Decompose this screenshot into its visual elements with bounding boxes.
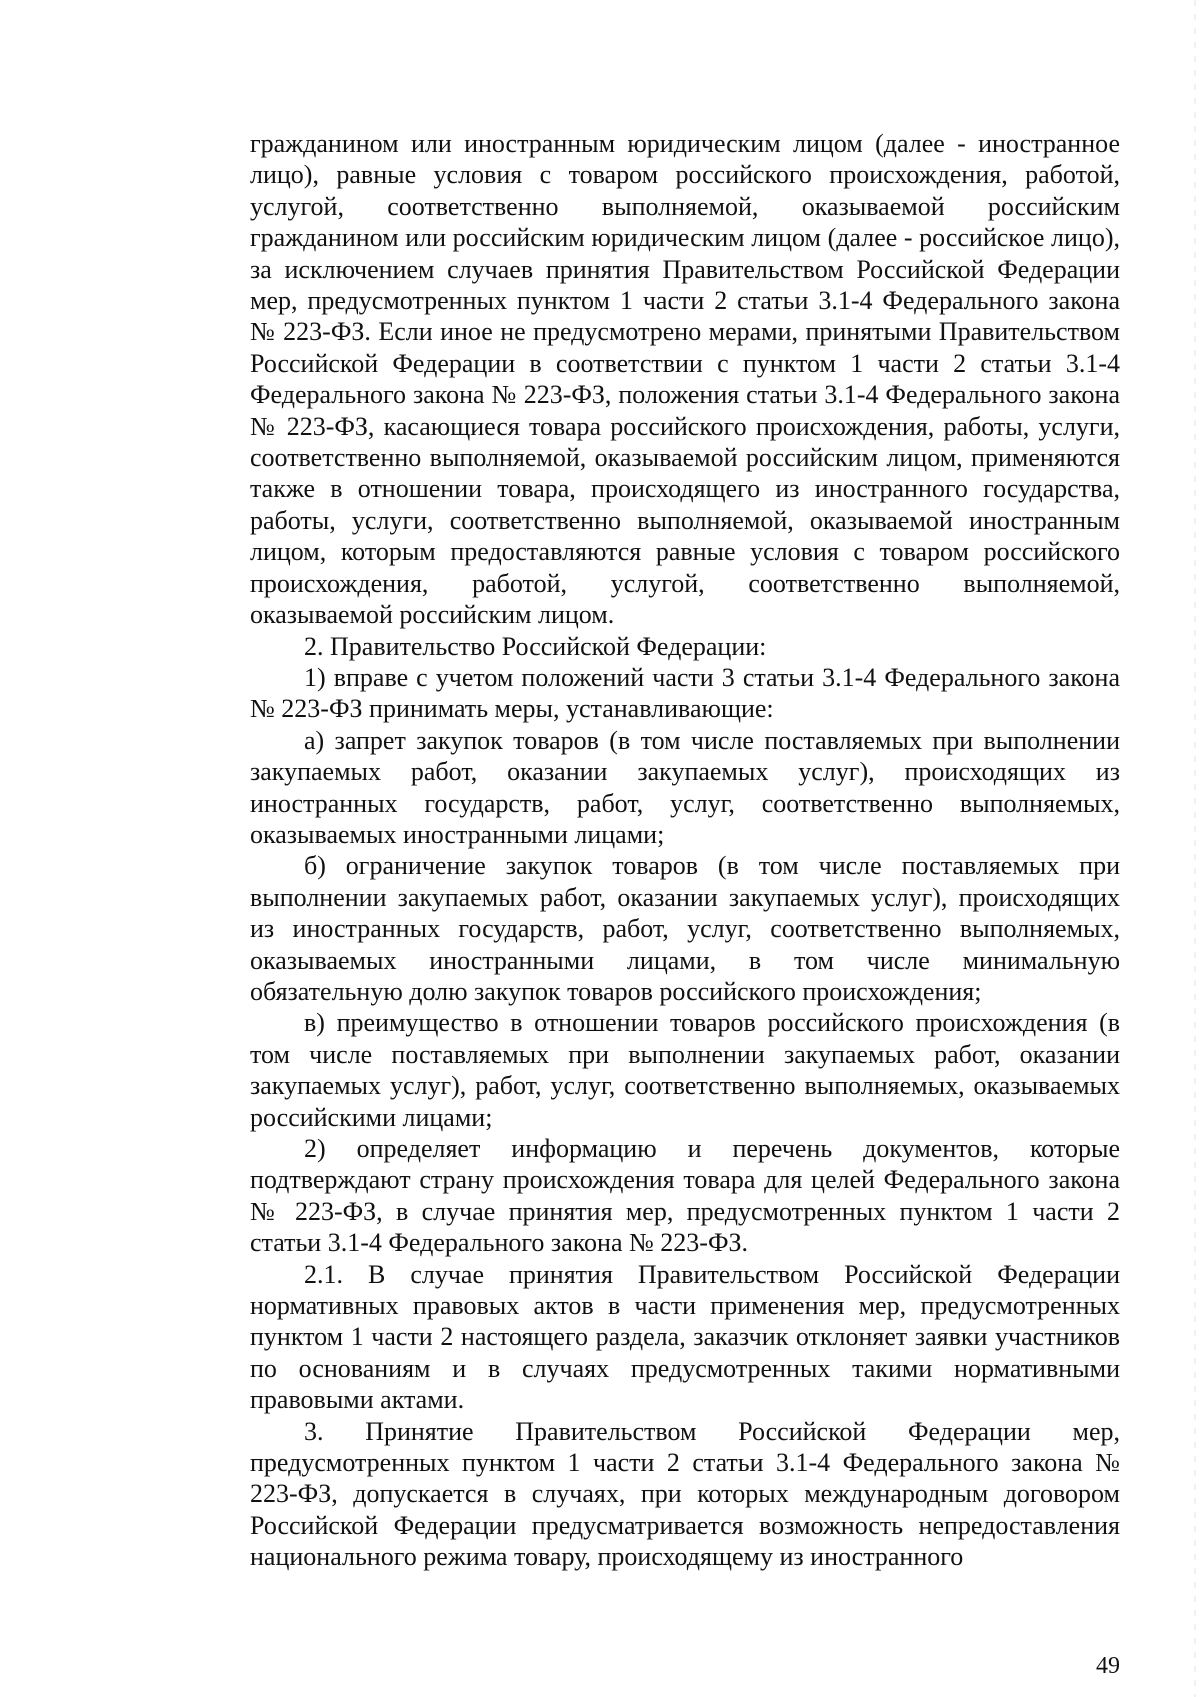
paragraph-continuation: гражданином или иностранным юридическим лицом (далее - иностранное лицо), равные условия с товаром российского происхождения, работой, услугой, соответственно выполняемой, оказываемой российским гражданином или российским юридическим лицом (далее - российское лицо), за исключением случаев принятия Правительством Российской Федерации мер, предусмотренных пунктом 1 части 2 статьи 3.1-4 Федерального закона № 223-ФЗ. Если иное не предусмотрено мерами, принятыми Правительством Российской Федерации в соответствии с пунктом 1 части 2 статьи 3.1-4 Федерального закона № 223-ФЗ, положения статьи 3.1-4 Федерального закона № 223-ФЗ, касающиеся товара российского происхождения, работы, услуги, соответственно выполняемой, оказываемой российским лицом, применяются также в отношении товара, происходящего из иностранного государства, работы, услуги, соответственно выполняемой, оказываемой иностранным лицом, которым предоставляются равные условия с товаром российского происхождения, работой, услугой, соответственно выполняемой, оказываемой российским лицом.	[250, 129, 1120, 630]
paragraph-section-3: 3. Принятие Правительством Российской Федерации мер, предусмотренных пунктом 1 части 2 статьи 3.1-4 Федерального закона № 223-ФЗ, допускается в случаях, при которых международным договором Российской Федерации предусматривается возможность непредоставления национального режима товару, происходящему из иностранного	[250, 1416, 1120, 1572]
paragraph-section-2: 2. Правительство Российской Федерации:	[304, 631, 767, 661]
page-number: 49	[1096, 1653, 1120, 1679]
paragraph-item-2: 2) определяет информацию и перечень документов, которые подтверждают страну происхождения товара для целей Федерального закона № 223-ФЗ, в случае принятия мер, предусмотренных пунктом 1 части 2 статьи 3.1-4 Федерального закона № 223-ФЗ.	[250, 1134, 1120, 1258]
document-body	[250, 128, 1120, 1573]
paragraph-item-b: б) ограничение закупок товаров (в том числе поставляемых при выполнении закупаемых работ, оказании закупаемых услуг), происходящих из иностранных государств, работ, услуг, соответственно выполняемых, оказываемых иностранными лицами, в том числе минимальную обязательную долю закупок товаров российского происхождения;	[250, 851, 1120, 1006]
paragraph-item-v: в) преимущество в отношении товаров российского происхождения (в том числе поставляемых при выполнении закупаемых работ, оказании закупаемых услуг), работ, услуг, соответственно выполняемых, оказываемых российскими лицами;	[250, 1008, 1120, 1132]
scan-edge-artifact	[1194, 0, 1196, 1697]
paragraph-item-a: а) запрет закупок товаров (в том числе поставляемых при выполнении закупаемых работ, оказании закупаемых услуг), происходящих из иностранных государств, работ, услуг, соответственно выполняемых, оказываемых иностранными лицами;	[250, 725, 1120, 849]
paragraph-section-2-1: 2.1. В случае принятия Правительством Российской Федерации нормативных правовых актов в части применения мер, предусмотренных пунктом 1 части 2 настоящего раздела, заказчик отклоняет заявки участников по основаниям и в случаях предусмотренных такими нормативными правовыми актами.	[250, 1259, 1120, 1415]
paragraph-item-1: 1) вправе с учетом положений части 3 статьи 3.1-4 Федерального закона № 223-ФЗ принимать меры, устанавливающие:	[250, 662, 1120, 724]
